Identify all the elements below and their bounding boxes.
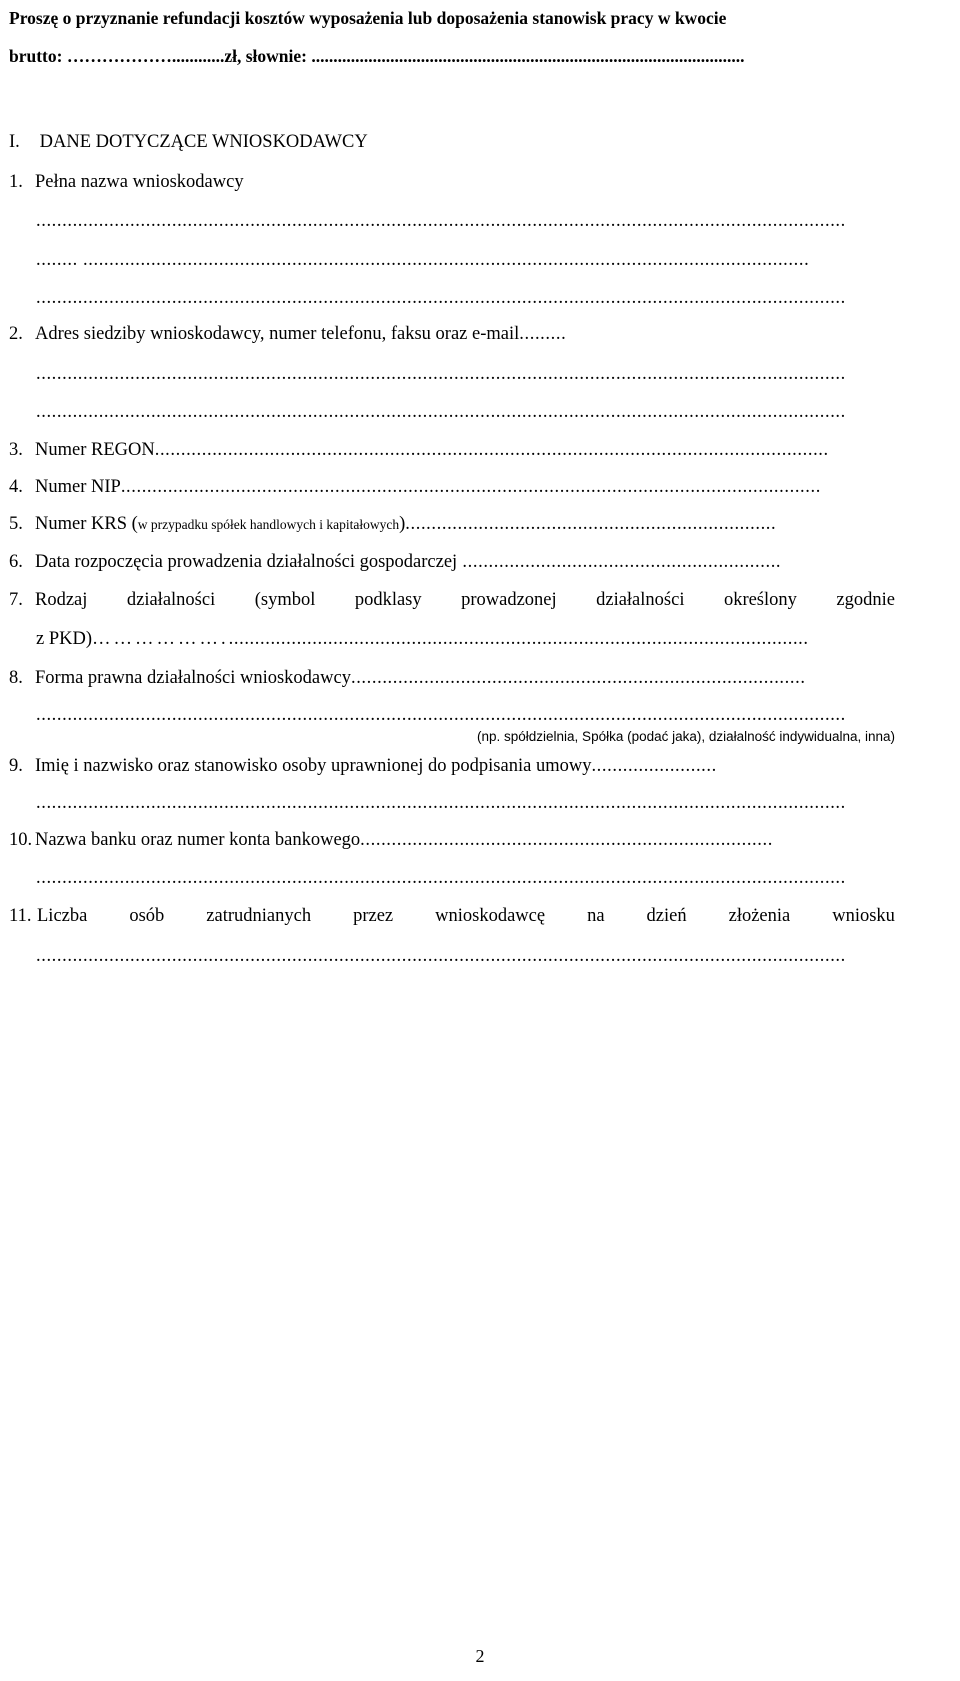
- item-label-justified: [37, 906, 895, 927]
- item-10: [9, 830, 895, 851]
- word: zatrudnianych: [206, 906, 312, 926]
- item-number: 8.: [9, 668, 23, 688]
- fill-line[interactable]: ...........................................................................................................................................................: [36, 868, 846, 888]
- item-hint: w przypadku spółek handlowych i kapitałowych: [137, 517, 400, 532]
- word: dzień: [646, 906, 687, 926]
- word: złożenia: [728, 906, 791, 926]
- section-number: I.: [9, 132, 20, 152]
- item-number: 3.: [9, 440, 23, 460]
- word: Liczba: [37, 906, 88, 926]
- item-number: 5.: [9, 514, 23, 534]
- word: prowadzonej: [461, 590, 557, 610]
- word: (symbol: [254, 590, 316, 610]
- word: Rodzaj: [35, 590, 88, 610]
- fill-dots[interactable]: ...............................................................................: [360, 830, 773, 850]
- item-number: 2.: [9, 324, 23, 344]
- fill-dots[interactable]: ........................: [591, 756, 717, 776]
- item-4: [9, 477, 895, 498]
- fill-line[interactable]: ...........................................................................................................................................................: [36, 946, 846, 966]
- fill-line[interactable]: ...........................................................................................................................................................: [36, 364, 846, 384]
- item-label: z PKD): [36, 629, 93, 649]
- item-paren: ): [399, 514, 406, 534]
- item-label: Numer NIP: [35, 477, 121, 497]
- fill-dots[interactable]: .........: [519, 324, 567, 344]
- fill-line[interactable]: ........ ...........................................................................................................................................: [36, 250, 810, 270]
- request-heading-line1: Proszę o przyznanie refundacji kosztów wyposażenia lub doposażenia stanowisk pracy w kwocie: [9, 8, 727, 28]
- item-8: [9, 668, 895, 689]
- legal-form-hint: (np. spółdzielnia, Spółka (podać jaka), działalność indywidualna, inna): [477, 729, 895, 744]
- word: wnioskodawcę: [435, 906, 546, 926]
- fill-gaps[interactable]: ……………….: [92, 629, 229, 649]
- item-label: Numer REGON: [35, 440, 155, 460]
- fill-line[interactable]: ...........................................................................................................................................................: [36, 402, 846, 422]
- item-number: 1.: [9, 172, 23, 192]
- item-number: 4.: [9, 477, 23, 497]
- word: zgodnie: [836, 590, 895, 610]
- fill-dots[interactable]: ......................................................................................................................................: [120, 477, 821, 497]
- item-6: [9, 552, 895, 573]
- page-number: 2: [475, 1646, 485, 1666]
- word: działalności: [596, 590, 685, 610]
- section-title: DANE DOTYCZĄCE WNIOSKODAWCY: [39, 132, 368, 152]
- item-label: Adres siedziby wnioskodawcy, numer telefonu, faksu oraz e-mail: [35, 324, 520, 344]
- word: na: [587, 906, 605, 926]
- item-label: Numer KRS (: [35, 514, 138, 534]
- item-label: Data rozpoczęcia prowadzenia działalności gospodarczej: [35, 552, 458, 572]
- word: działalności: [126, 590, 216, 610]
- item-label: Nazwa banku oraz numer konta bankowego: [35, 830, 361, 850]
- fill-line[interactable]: ...........................................................................................................................................................: [36, 793, 846, 813]
- fill-line[interactable]: ...........................................................................................................................................................: [36, 211, 846, 231]
- amount-blank[interactable]: brutto: ……………….: [9, 46, 177, 66]
- word: podklasy: [354, 590, 422, 610]
- item-number: 11.: [9, 906, 32, 926]
- item-number: 9.: [9, 756, 23, 776]
- item-2: [9, 324, 895, 345]
- item-number: 7.: [9, 590, 23, 610]
- item-label: Pełna nazwa wnioskodawcy: [35, 172, 244, 192]
- section-heading: [9, 132, 895, 153]
- item-9: [9, 756, 895, 777]
- item-1: [9, 172, 895, 193]
- item-5: [9, 514, 895, 535]
- fill-dots[interactable]: ...............................................................................................................: [228, 629, 809, 649]
- item-label: Forma prawna działalności wnioskodawcy: [35, 668, 351, 688]
- amount-words-blank[interactable]: ...........zł, słownie: ...................................................................................................: [176, 46, 745, 66]
- fill-dots[interactable]: .......................................................................................: [350, 668, 806, 688]
- item-number: 6.: [9, 552, 23, 572]
- fill-dots[interactable]: .................................................................................................................................: [154, 440, 829, 460]
- item-7: [9, 590, 895, 611]
- item-3: [9, 440, 895, 461]
- item-number: 10.: [9, 830, 33, 850]
- item-11: [9, 906, 895, 927]
- fill-dots[interactable]: .......................................................................: [405, 514, 777, 534]
- fill-line[interactable]: ...........................................................................................................................................................: [36, 288, 846, 308]
- fill-line[interactable]: ...........................................................................................................................................................: [36, 705, 846, 725]
- request-heading-line2: [9, 46, 895, 67]
- item-7-continued: [36, 629, 895, 650]
- item-label-justified: [35, 590, 895, 611]
- word: przez: [353, 906, 394, 926]
- fill-dots[interactable]: .............................................................: [457, 552, 782, 572]
- item-label: Imię i nazwisko oraz stanowisko osoby uprawnionej do podpisania umowy: [35, 756, 592, 776]
- word: wniosku: [832, 906, 895, 926]
- word: określony: [723, 590, 797, 610]
- word: osób: [129, 906, 165, 926]
